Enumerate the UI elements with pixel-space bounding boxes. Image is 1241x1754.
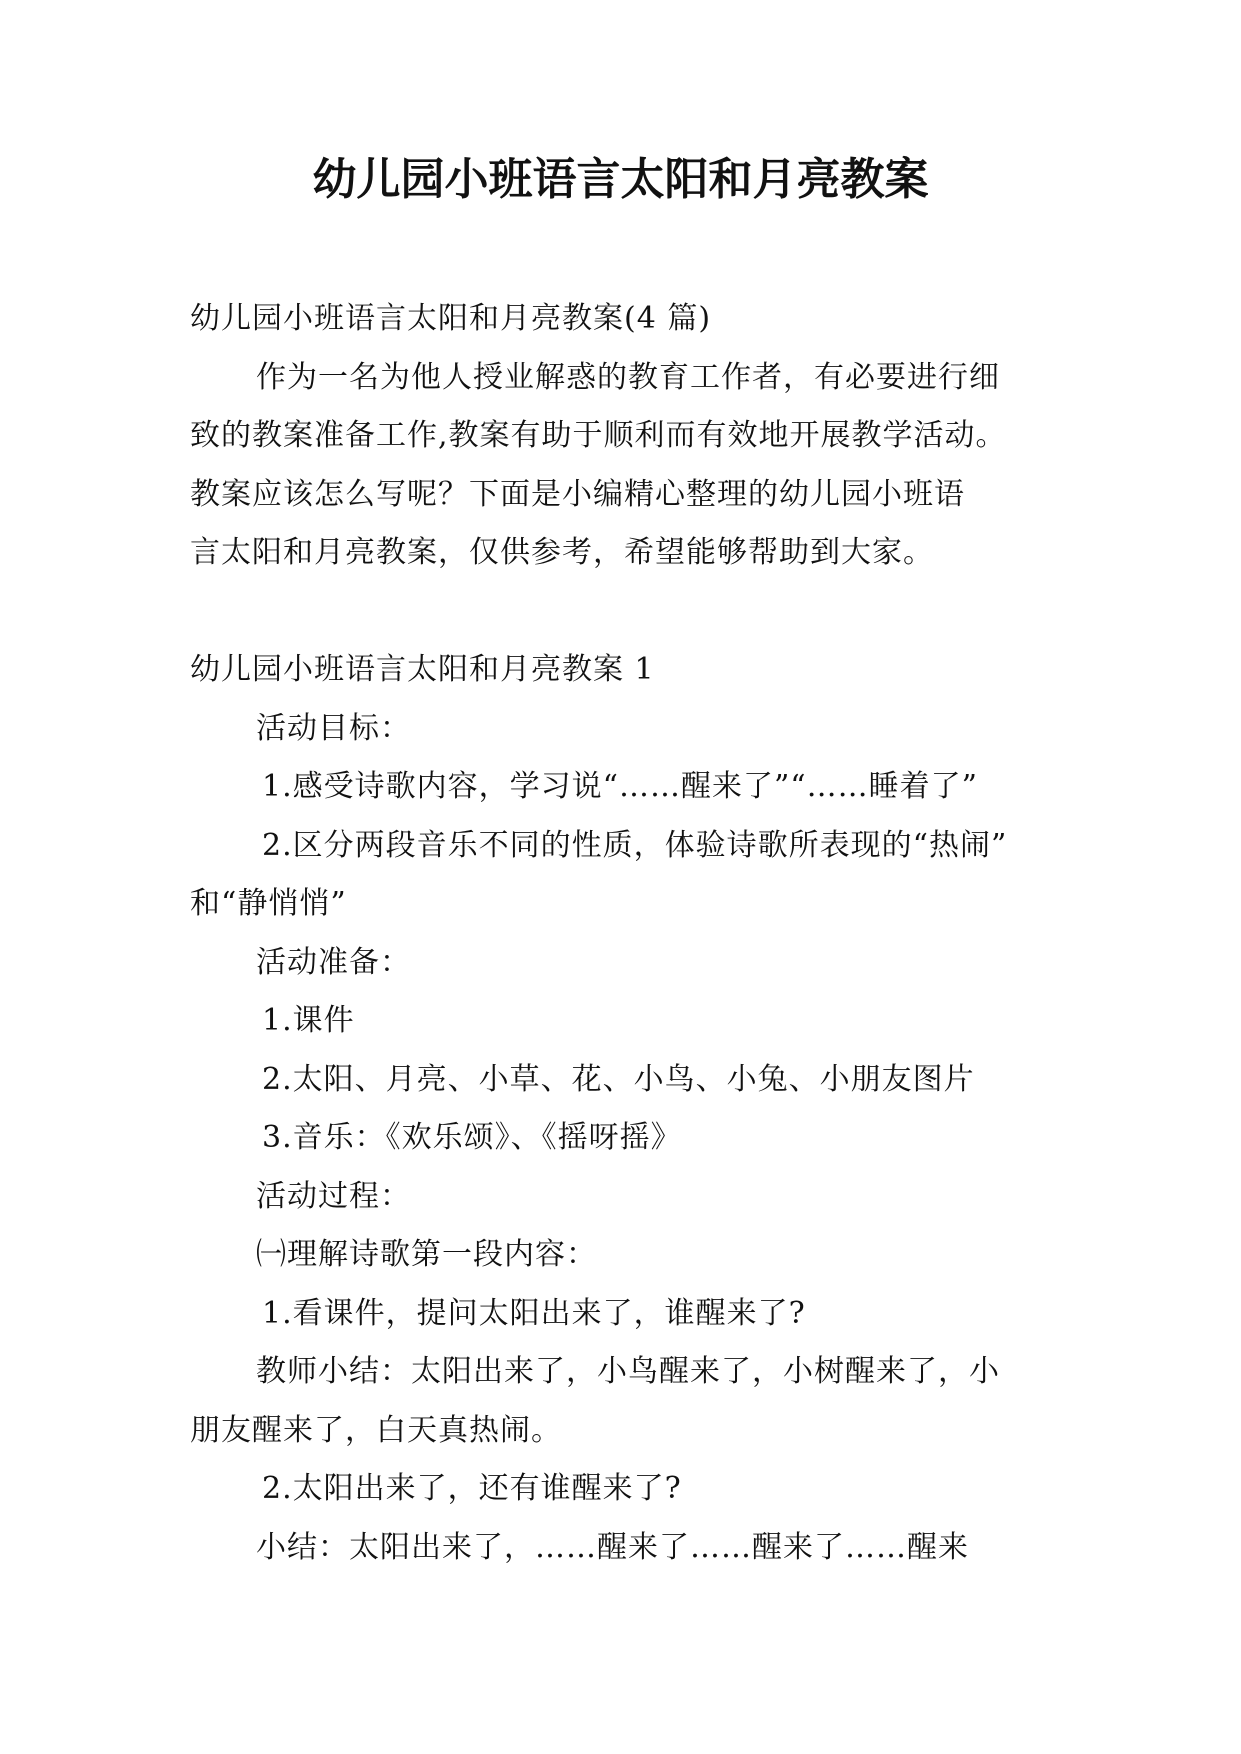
list-item-continuation: 和“静悄悄” [190, 886, 347, 921]
paragraph-line: 致的教案准备工作,教案有助于顺利而有效地开展教学活动。 [190, 418, 1007, 453]
paragraph-line: 朋友醒来了，白天真热闹。 [190, 1412, 562, 1448]
paragraph-line: 小结：太阳出来了，……醒来了……醒来了……醒来 [256, 1529, 969, 1565]
paragraph-line: 作为一名为他人授业解惑的教育工作者，有必要进行细 [256, 359, 1000, 395]
paragraph-gap [190, 583, 1070, 642]
list-item: 1.课件 [262, 1003, 355, 1038]
section-heading: 幼儿园小班语言太阳和月亮教案 1 [190, 652, 655, 687]
document-title: 幼儿园小班语言太阳和月亮教案 [312, 154, 929, 205]
list-item: 1.感受诗歌内容，学习说“……醒来了”“……睡着了” [262, 769, 978, 804]
subheading-line: 活动准备： [256, 944, 411, 980]
subheading-line: 活动目标： [256, 710, 411, 746]
paragraph-line: 教师小结：太阳出来了，小鸟醒来了，小树醒来了，小 [256, 1354, 1000, 1389]
step-heading: ㈠理解诗歌第一段内容： [256, 1237, 597, 1272]
list-item: 2.太阳出来了，还有谁醒来了? [262, 1471, 682, 1506]
list-item: 2.区分两段音乐不同的性质，体验诗歌所表现的“热闹” [262, 827, 1008, 863]
list-item: 3.音乐：《欢乐颂》、《摇呀摇》 [262, 1120, 682, 1155]
list-item: 2.太阳、月亮、小草、花、小鸟、小兔、小朋友图片 [262, 1061, 975, 1097]
list-item: 1.看课件，提问太阳出来了，谁醒来了? [262, 1295, 806, 1331]
document-body [190, 290, 1070, 1577]
subtitle-line: 幼儿园小班语言太阳和月亮教案(4 篇) [190, 301, 712, 336]
subheading-line: 活动过程： [256, 1178, 411, 1214]
paragraph-line: 教案应该怎么写呢？下面是小编精心整理的幼儿园小班语 [190, 476, 965, 512]
paragraph-line: 言太阳和月亮教案，仅供参考，希望能够帮助到大家。 [190, 535, 934, 570]
